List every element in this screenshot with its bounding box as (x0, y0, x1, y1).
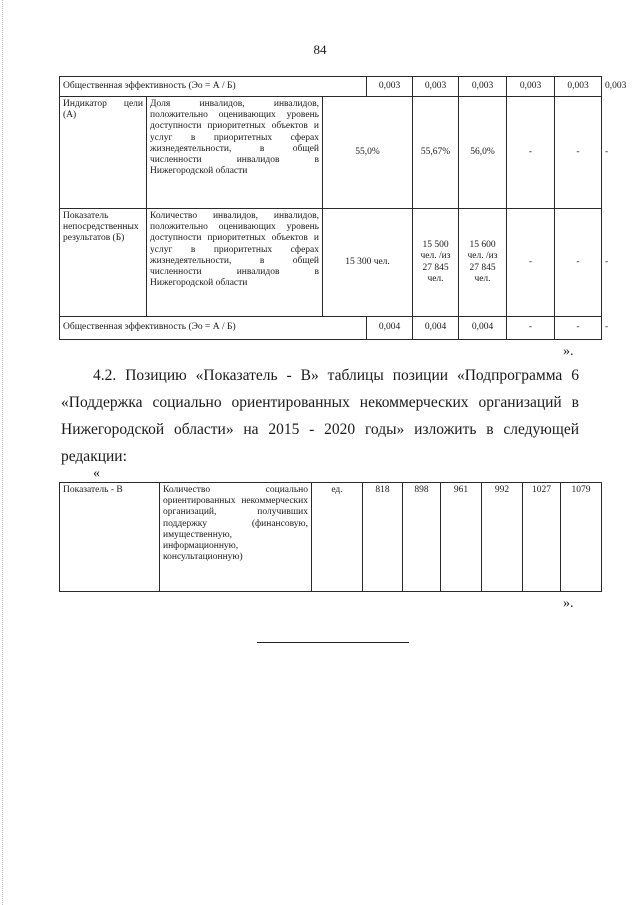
opening-quote: « (93, 466, 100, 481)
divider-line (257, 642, 409, 643)
indicators-table (59, 76, 627, 340)
table-cell: - (507, 209, 555, 317)
table-row: Общественная эффективность (Эо = А / Б) 0,003 0,003 0,003 0,003 0,003 0,003 (60, 77, 602, 97)
table-cell: 992 (482, 483, 523, 592)
table-row: Показатель непосредственных результатов (Б) Количество инвалидов, инвалидов, положительно оценивающих уровень доступности приоритетных объектов и услуг в приоритетных сферах жизнедеятельности, в общей численности инвалидов в Нижегородской области 15 300 чел. 15 500 чел. /из 27 845 чел. 15 600 чел. /из 27 845 чел. - - - (60, 209, 602, 317)
table-cell: - (555, 209, 602, 317)
amendment-paragraph: 4.2. Позицию «Показатель - В» таблицы позиции «Подпрограмма 6 «Поддержка социально ориентированных некоммерческих организаций в Нижегородской области» на 2015 - 2020 годы» изложить в следующей редакции: (61, 367, 579, 465)
table-cell: 0,003 (459, 77, 507, 97)
table-cell: 15 300 чел. (323, 209, 413, 317)
row-description: Доля инвалидов, инвалидов, положительно оценивающих уровень доступности приоритетных объектов и услуг в приоритетных сферах жизнедеятельности, в общей численности инвалидов в Нижегородской области (147, 97, 323, 209)
table-cell: - (507, 317, 555, 340)
table-cell: 0,004 (459, 317, 507, 340)
table-cell: 55,0% (323, 97, 413, 209)
row-label: Показатель - В (60, 483, 160, 592)
table-cell: 818 (363, 483, 403, 592)
table-cell: 0,003 (555, 77, 602, 97)
table-cell: 15 600 чел. /из 27 845 чел. (459, 209, 507, 317)
row-description: Количество инвалидов, инвалидов, положительно оценивающих уровень доступности приоритетных объектов и услуг в приоритетных сферах жизнедеятельности, в общей численности инвалидов в Нижегородской области (147, 209, 323, 317)
row-label: Общественная эффективность (Эо = А / Б) (60, 317, 367, 340)
table-cell: 0,004 (413, 317, 459, 340)
table-cell: 961 (441, 483, 482, 592)
page-number: 84 (313, 42, 327, 57)
table-row: Общественная эффективность (Эо = А / Б) 0,004 0,004 0,004 - - - (60, 317, 602, 340)
table-cell: - (555, 97, 602, 209)
closing-quote: ». (563, 344, 574, 359)
indicator-v-table (59, 482, 602, 592)
table-row (60, 483, 602, 592)
table-cell: - (507, 97, 555, 209)
row-label: Индикатор цели (А) (60, 97, 147, 209)
row-description: Количество социально ориентированных некоммерческих организаций, получивших поддержку (финансовую, имущественную, информационную, консультационную) (160, 483, 312, 592)
table-cell: 1027 (523, 483, 561, 592)
closing-quote: ». (563, 596, 574, 611)
row-label: Показатель непосредственных результатов (Б) (60, 209, 147, 317)
table-cell: 898 (403, 483, 441, 592)
table-cell: 0,003 (413, 77, 459, 97)
table-row: Индикатор цели (А) Доля инвалидов, инвалидов, положительно оценивающих уровень доступности приоритетных объектов и услуг в приоритетных сферах жизнедеятельности, в общей численности инвалидов в Нижегородской области 55,0% 55,67% 56,0% - - - (60, 97, 602, 209)
table-cell: 55,67% (413, 97, 459, 209)
table-cell: 56,0% (459, 97, 507, 209)
table-cell: 15 500 чел. /из 27 845 чел. (413, 209, 459, 317)
table-cell: 1079 (561, 483, 602, 592)
table-cell: 0,004 (367, 317, 413, 340)
page-edge (2, 0, 3, 905)
row-label: Общественная эффективность (Эо = А / Б) (60, 77, 367, 97)
table-cell: 0,003 (367, 77, 413, 97)
unit-cell: ед. (312, 483, 363, 592)
table-cell: - (555, 317, 602, 340)
table-cell: 0,003 (507, 77, 555, 97)
